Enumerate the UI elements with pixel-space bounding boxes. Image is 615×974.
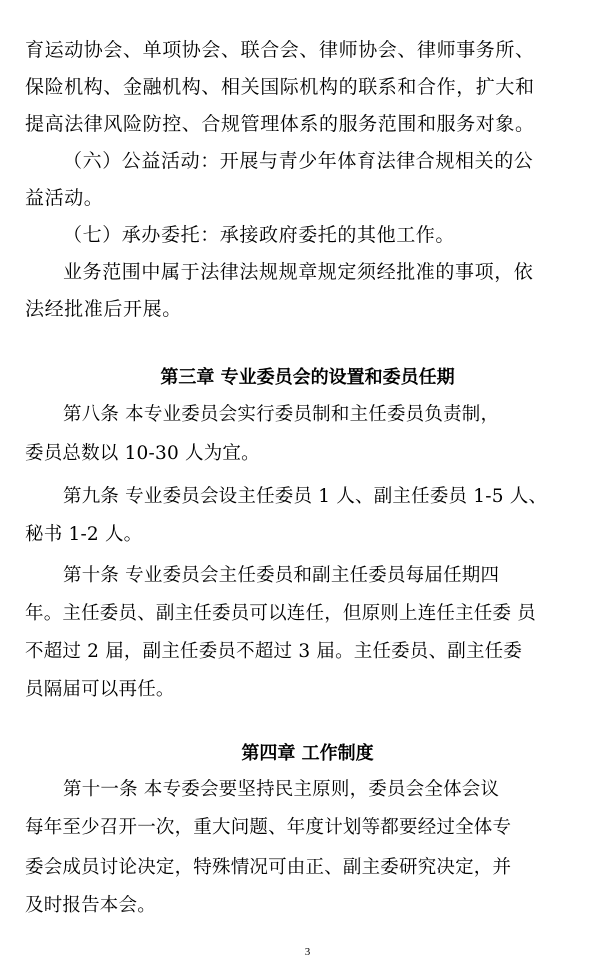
text-line: 委会成员讨论决定，特殊情况可由正、副主委研究决定，并 [25, 857, 512, 878]
text-line: （六）公益活动：开展与青少年体育法律合规相关的公 [63, 150, 534, 172]
text-line: 第九条 专业委员会设主任委员 1 人、副主任委员 1-5 人、 [63, 486, 548, 507]
text-line: 业务范围中属于法律法规规章规定须经批准的事项，依 [63, 261, 534, 283]
text-line: （七）承办委托：承接政府委托的其他工作。 [63, 224, 456, 246]
text-line: 委员总数以 10-30 人为宜。 [25, 443, 260, 464]
text-line: 提高法律风险防控、合规管理体系的服务范围和服务对象。 [25, 113, 535, 135]
text-line: 不超过 2 届，副主任委员不超过 3 届。主任委员、副主任委 [25, 641, 523, 662]
text-line: 益活动。 [25, 187, 104, 209]
text-line: 法经批准后开展。 [25, 298, 182, 320]
text-line: 秘书 1-2 人。 [25, 524, 143, 545]
text-line: 保险机构、金融机构、相关国际机构的联系和合作，扩大和 [25, 76, 535, 98]
text-line: 育运动协会、单项协会、联合会、律师协会、律师事务所、 [25, 39, 535, 61]
text-line: 年。主任委员、副主任委员可以连任，但原则上连任主任委 员 [25, 603, 536, 624]
text-line: 员隔届可以再任。 [25, 679, 175, 700]
chapter-heading: 第三章 专业委员会的设置和委员任期 [160, 367, 455, 388]
text-line: 及时报告本会。 [25, 895, 156, 916]
text-line: 第八条 本专业委员会实行委员制和主任委员负责制， [63, 404, 500, 425]
text-line: 第十一条 本专委会要坚持民主原则，委员会全体会议 [63, 779, 500, 800]
chapter-heading: 第四章 工作制度 [241, 743, 374, 764]
text-line: 每年至少召开一次，重大问题、年度计划等都要经过全体专 [25, 817, 512, 838]
page-number: 3 [304, 946, 311, 958]
text-line: 第十条 专业委员会主任委员和副主任委员每届任期四 [63, 565, 500, 586]
